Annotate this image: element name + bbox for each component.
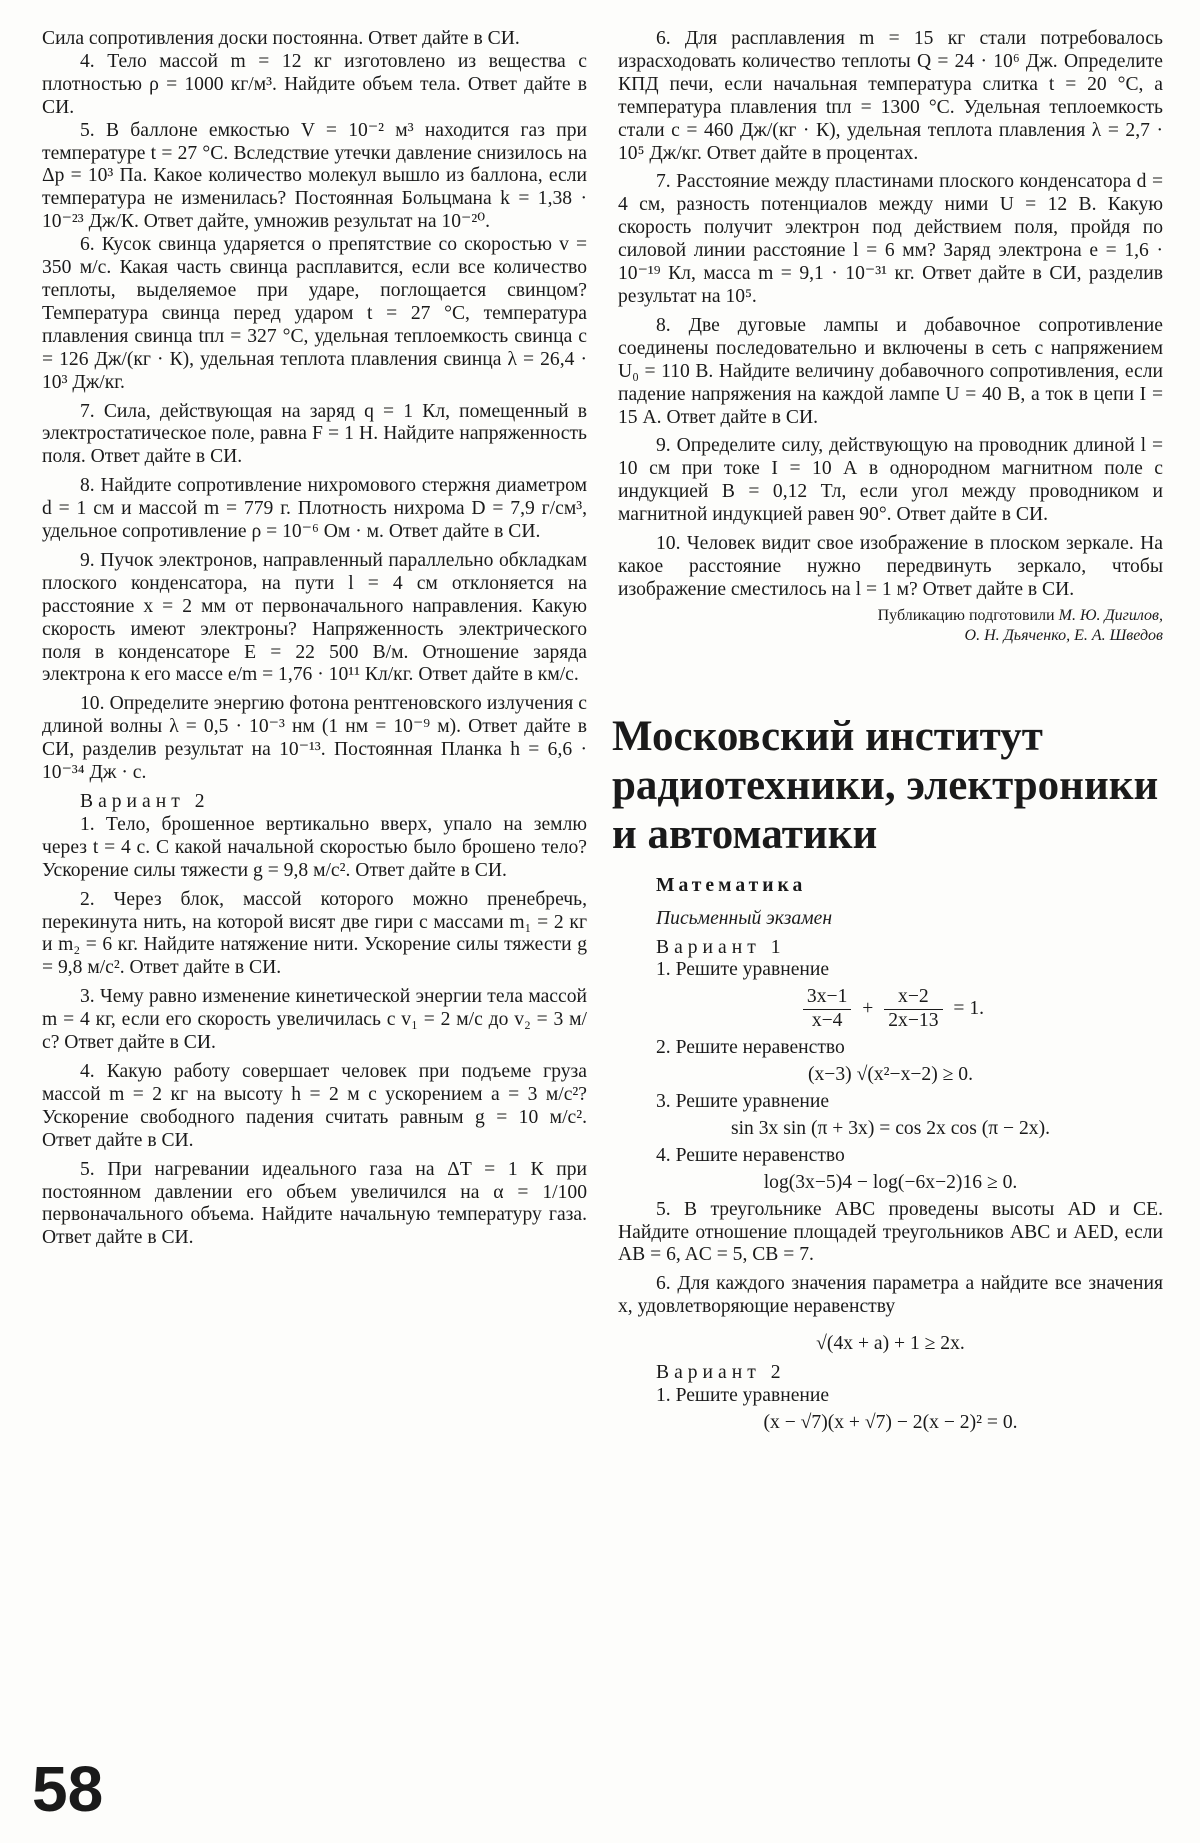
list-item: 8. Две дуговые лампы и добавочное сопротивление соединены последовательно и включены в сеть с напряжением U₀ = 110 В. Найдите величину добавочного сопротивления, если падение напряжения на каждой лампе U = 40 В, а ток в цепи I = 15 А. Ответ дайте в СИ. [618,314,1163,428]
numerator: x−2 [884,986,942,1010]
formula: log(3x−5)4 − log(−6x−2)16 ≥ 0. [763,1171,1018,1193]
numerator: 3x−1 [803,986,851,1010]
equation-rhs: = 1. [953,998,985,1020]
list-item: 5. В баллоне емкостью V = 10⁻² м³ находится газ при температуре t = 27 °С. Вследствие утечки давление снизилось на Δp = 10³ Па. Какое количество молекул вышло из баллона, если температура не изменилась? Постоянная Больцмана k = 1,38 · 10⁻²³ Дж/К. Ответ дайте, умножив результат на 10⁻²⁰. [42,119,587,233]
list-item: 9. Пучок электронов, направленный параллельно обкладкам плоского конденсатора, на пути l = 4 см отклоняется на расстояние x = 2 мм от первоначального направления. Какую скорость имеют электроны? Напряженность электрического поля в конденсаторе E = 22 500 В/м. Отношение заряда электрона к его массе e/m = 1,76 · 10¹¹ Кл/кг. Ответ дайте в км/с. [42,549,587,686]
list-item: 6. Для расплавления m = 15 кг стали потребовалось израсходовать количество теплоты Q = 24 · 10⁶ Дж. Определите КПД печи, если начальная температура слитка t = 20 °С, а температура плавления tпл = 1300 °С. Удельная теплоемкость стали c = 460 Дж/(кг · К), удельная теплота плавления λ = 2,7 · 10⁵ Дж/кг. Ответ дайте в процентах. [618,28,1163,164]
right-column [612,28,1163,1439]
fraction [884,986,942,1033]
equation-fraction [618,986,1163,1033]
problem-statement: 1. Решите уравнение [656,1384,830,1406]
problem-statement: 5. В треугольнике ABC проведены высоты AD и CE. Найдите отношение площадей треугольников ABC и AED, если AB = 6, AC = 5, CB = 7. [618,1198,1163,1266]
problem-statement: 3. Решите уравнение [656,1091,830,1112]
left-column [42,28,587,1250]
problem-statement: 1. Решите уравнение [656,959,830,981]
variant-heading: Вариант 2 [80,791,210,812]
institute-title: Московский институт радиотехники, электроники и автоматики [612,712,1159,858]
list-item: 1. Тело, брошенное вертикально вверх, упало на землю через t = 4 с. С какой начальной скоростью было брошено тело? Ускорение силы тяжести g = 9,8 м/с². Ответ дайте в СИ. [42,813,587,881]
plus-sign: + [862,998,874,1020]
formula: √(4x + a) + 1 ≥ 2x. [816,1333,965,1355]
credit-label: Публикацию подготовили [877,606,1055,624]
variant-heading: Вариант 1 [656,936,786,958]
exam-heading: Письменный экзамен [656,907,833,929]
list-item: 5. При нагревании идеального газа на ΔT = 1 К при постоянном давлении его объем увеличился на α = 1/100 первоначального объема. Найдите начальную температуру газа. Ответ дайте в СИ. [42,1158,587,1249]
list-item: 7. Сила, действующая на заряд q = 1 Кл, помещенный в электростатическое поле, равна F = 1 Н. Найдите напряженность поля. Ответ дайте в СИ. [42,400,587,468]
intro-text: Сила сопротивления доски постоянна. Ответ дайте в СИ. [42,28,520,49]
publication-credit [618,606,1163,646]
list-item: 6. Кусок свинца ударяется о препятствие со скоростью v = 350 м/с. Какая часть свинца расплавится, если все количество теплоты, выделяемое при ударе, поглощается свинцом? Температура свинца перед ударом t = 27 °С, температура плавления свинца tпл = 327 °С, удельная теплоемкость свинца c = 126 Дж/(кг · К), удельная теплота плавления свинца λ = 26,4 · 10³ Дж/кг. [42,234,587,393]
list-item: 7. Расстояние между пластинами плоского конденсатора d = 4 см, разность потенциалов между ними U = 12 В. Какую скорость получит электрон под действием поля, пройдя по силовой линии расстояние l = 6 мм? Заряд электрона e = 1,6 · 10⁻¹⁹ Кл, масса m = 9,1 · 10⁻³¹ кг. Ответ дайте в СИ, разделив результат на 10⁵. [618,171,1163,307]
list-item: 9. Определите силу, действующую на проводник длиной l = 10 см при токе I = 10 А в однородном магнитном поле с индукцией B = 0,12 Тл, если угол между проводником и магнитной индукцией равен 90°. Ответ дайте в СИ. [618,435,1163,526]
problem-statement: 2. Решите неравенство [656,1037,845,1059]
list-item: 10. Определите энергию фотона рентгеновского излучения с длиной волны λ = 0,5 · 10⁻³ нм (1 нм = 10⁻⁹ м). Ответ дайте в СИ, разделив результат на 10⁻¹³. Постоянная Планка h = 6,6 · 10⁻³⁴ Дж · с. [42,693,587,784]
list-item: 3. Чему равно изменение кинетической энергии тела массой m = 4 кг, если его скорость увеличилась с v₁ = 2 м/с до v₂ = 3 м/с? Ответ дайте в СИ. [42,986,587,1054]
formula: (x − √7)(x + √7) − 2(x − 2)² = 0. [763,1411,1018,1433]
list-item: 8. Найдите сопротивление нихромового стержня диаметром d = 1 см и массой m = 779 г. Плотность нихрома D = 7,9 г/см³, удельное сопротивление ρ = 10⁻⁶ Ом · м. Ответ дайте в СИ. [42,475,587,543]
problem-statement: 4. Решите неравенство [656,1144,845,1166]
formula: (x−3) √(x²−x−2) ≥ 0. [807,1064,973,1086]
problem-statement: 6. Для каждого значения параметра a найдите все значения x, удовлетворяющие неравенству [618,1273,1163,1318]
credit-authors-2: О. Н. Дьяченко, Е. А. Шведов [964,626,1163,644]
denominator: x−4 [811,1010,843,1032]
list-item: 4. Какую работу совершает человек при подъеме груза массой m = 2 кг на высоту h = 2 м с ускорением a = 3 м/с²? Ускорение свободного падения считать равным g = 10 м/с². Ответ дайте в СИ. [42,1060,587,1151]
formula: sin 3x sin (π + 3x) = cos 2x cos (π − 2x). [730,1117,1051,1139]
list-item: 2. Через блок, массой которого можно пренебречь, перекинута нить, на которой висят две гири с массами m₁ = 2 кг и m₂ = 6 кг. Найдите натяжение нити. Ускорение силы тяжести g = 9,8 м/с². Ответ дайте в СИ. [42,888,587,979]
list-item: 10. Человек видит свое изображение в плоском зеркале. На какое расстояние нужно передвинуть зеркало, чтобы изображение сместилось на l = 1 м? Ответ дайте в СИ. [618,533,1163,600]
credit-authors-1: М. Ю. Дигилов, [1058,606,1163,624]
variant-heading: Вариант 2 [656,1362,786,1384]
list-item: 4. Тело массой m = 12 кг изготовлено из вещества с плотностью ρ = 1000 кг/м³. Найдите объем тела. Ответ дайте в СИ. [42,50,587,118]
subject-heading: Математика [656,874,807,896]
page-number: 58 [32,1753,104,1825]
denominator: 2x−13 [888,1010,939,1032]
fraction [803,986,851,1033]
